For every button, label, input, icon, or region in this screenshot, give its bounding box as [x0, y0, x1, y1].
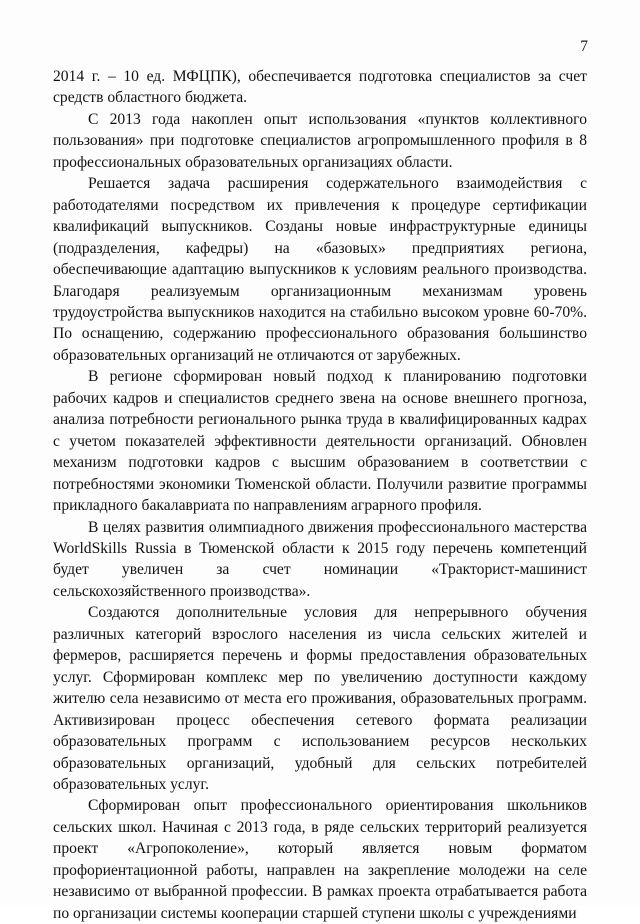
paragraph: Решается задача расширения содержательного взаимодействия с работодателями посредством их привлечения к процедуре сертификации квалификаций выпускников. Созданы новые инфраструктурные единицы (подразделения, кафедры) на «базовых» предприятиях региона, обеспечивающие адаптацию выпускников к условиям реального производства. Благодаря реализуемым организационным механизмам уровень трудоустройства выпускников находится на стабильно высоком уровне 60-70%. По оснащению, содержанию профессионального образования большинство образовательных организаций не отличаются от зарубежных. [53, 175, 587, 364]
paragraph: Сформирован опыт профессионального ориентирования школьников сельских школ. Начиная с 2013 года, в ряде сельских территорий реализуется проект «Агропоколение», который является новым форматом профориентационной работы, направлен на закрепление молодежи на селе независимо от выбранной профессии. В рамках проекта отрабатывается работа по организации системы кооперации старшей ступени школы с учреждениями [53, 797, 587, 922]
document-body [53, 66, 587, 924]
paragraph: С 2013 года накоплен опыт использования «пунктов коллективного пользования» при подготовке специалистов агропромышленного профиля в 8 профессиональных образовательных организациях области. [53, 110, 587, 171]
paragraph: 2014 г. – 10 ед. МФЦПК), обеспечивается подготовка специалистов за счет средств областного бюджета. [53, 68, 587, 107]
paragraph: Создаются дополнительные условия для непрерывного обучения различных категорий взрослого населения из числа сельских жителей и фермеров, расширяется перечень и формы предоставления образовательных услуг. Сформирован комплекс мер по увеличению доступности каждому жителю села независимо от места его проживания, образовательных программ. Активизирован процесс обеспечения сетевого формата реализации образовательных программ с использованием ресурсов нескольких образовательных организаций, удобный для сельских потребителей образовательных услуг. [53, 604, 587, 793]
paragraph: В целях развития олимпиадного движения профессионального мастерства WorldSkills Russia в Тюменской области к 2015 году перечень компетенций будет увеличен за счет номинации «Тракторист-машинист сельскохозяйственного производства». [53, 518, 587, 600]
paragraph: В регионе сформирован новый подход к планированию подготовки рабочих кадров и специалистов среднего звена на основе внешнего прогноза, анализа потребности регионального рынка труда в квалифицированных кадрах с учетом показателей эффективности деятельности организаций. Обновлен механизм подготовки кадров с высшим образованием в соответствии с потребностями экономики Тюменской области. Получили развитие программы прикладного бакалавриата по направлениям аграрного профиля. [53, 368, 587, 515]
page-number: 7 [580, 38, 588, 55]
